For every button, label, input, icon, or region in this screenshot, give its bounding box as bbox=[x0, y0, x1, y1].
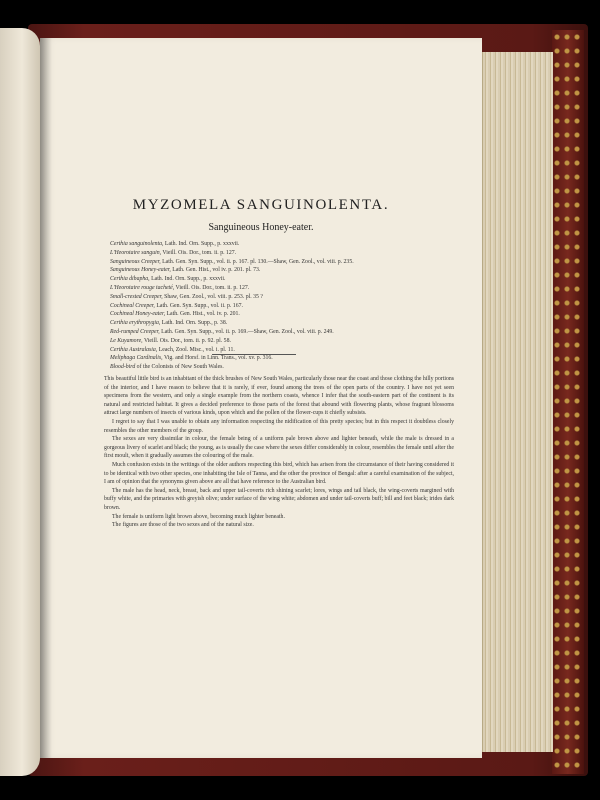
synonym-entry: Blood-bird of the Colonists of New South Wales. bbox=[110, 364, 224, 371]
gilt-cover-edge bbox=[552, 30, 584, 774]
body-text bbox=[104, 375, 454, 530]
body-paragraph: I regret to say that I was unable to obtain any information respecting the nidification of this pretty species; but in this respect it doubtless closely resembles the other members of the group. bbox=[104, 418, 454, 434]
synonym-entry: Certhia sanguinolenta, Lath. Ind. Orn. Supp., p. xxxvii. bbox=[110, 241, 240, 247]
synonym-entry: Meliphaga Cardinalis, Vig. and Horsf. in Linn. Trans., vol. xv. p. 316. bbox=[110, 355, 273, 362]
page-fore-edge bbox=[482, 52, 553, 752]
synonym-entry: L'Heorotaire sanguin, Vieill. Ois. Dor., tom. ii. p. 127. bbox=[110, 249, 237, 256]
synonym-entry: Le Kuyamore, Vieill. Ois. Dor., tom. ii. p. 92. pl. 58. bbox=[110, 337, 231, 344]
synonym-entry: Cochineal Creeper, Lath. Gen. Syn. Supp., vol. ii. p. 167. bbox=[110, 302, 243, 309]
page-title: MYZOMELA SANGUINOLENTA. bbox=[132, 197, 390, 213]
body-paragraph: The figures are those of the two sexes and of the natural size. bbox=[112, 522, 254, 529]
body-paragraph: The female is uniform light brown above, becoming much lighter beneath. bbox=[112, 513, 285, 520]
synonym-entry: Sanguineous Creeper, Lath. Gen. Syn. Supp., vol. ii. p. 167. pl. 130.—Shaw, Gen. Zool., vol. viii. p. 235. bbox=[110, 258, 354, 265]
synonym-entry: Red-rumped Creeper, Lath. Gen. Syn. Supp., vol. ii. p. 169.—Shaw, Gen. Zool., vol. viii. p. 249. bbox=[110, 328, 334, 335]
section-divider bbox=[212, 354, 296, 355]
page-gutter-shadow bbox=[40, 38, 52, 758]
synonym-entry: Certhia erythropygia, Lath. Ind. Orn. Supp., p. 38. bbox=[110, 320, 228, 327]
left-page-edge bbox=[0, 28, 40, 776]
synonym-entry: Certhia Australasia, Leach, Zool. Misc., vol. i. pl. 11. bbox=[110, 346, 235, 353]
synonym-entry: Certhia dibapha, Lath. Ind. Orn. Supp., p. xxxvii. bbox=[110, 276, 226, 283]
synonym-entry: Small-crested Creeper, Shaw, Gen. Zool., vol. viii. p. 253. pl. 35 ? bbox=[110, 293, 263, 300]
synonym-entry: Sanguineous Honey-eater, Lath. Gen. Hist., vol iv. p. 201. pl. 73. bbox=[110, 267, 261, 274]
synonym-list bbox=[110, 240, 450, 372]
page-subtitle: Sanguineous Honey-eater. bbox=[208, 222, 314, 233]
synonym-entry: L'Heorotaire rouge tacheté, Vieill. Ois. Dor., tom. ii. p. 127. bbox=[110, 284, 250, 291]
synonym-entry: Cochineal Honey-eater, Lath. Gen. Hist., vol. iv. p. 201. bbox=[110, 311, 240, 318]
body-paragraph: The sexes are very dissimilar in colour, the female being of a uniform pale brown above and lighter beneath, while the male is dressed in a gorgeous livery of scarlet and black; the young, as is usually the case where the sexes differ considerably in colour, resembles the female until after the first moult, when it gradually assumes the colouring of the male. bbox=[104, 436, 454, 460]
body-paragraph: This beautiful little bird is an inhabitant of the thick brushes of New South Wales, particularly those near the coast and those clothing the hilly portions of the interior, and I have reason to believe that it is rarely, if ever, found among the trees of the open parts of the country. I have not yet seen specimens from the western, and only a single example from the northern coasts, whence I infer that the south-eastern part of the continent is its natural and restricted habitat. It gives a decided preference to those parts of the forest that abound with flowering plants, whose fragrant blossoms attract large numbers of insects of various kinds, upon which and the pollen of the flower-cups it chiefly subsists. bbox=[104, 376, 454, 417]
body-paragraph: Much confusion exists in the writings of the older authors respecting this bird, which has arisen from the circumstance of their having considered it to be identical with two other species, one inhabiting the Isle of Tanna, and the other the province of Bengal: after a careful examination of the subject, I am of opinion that the synonyms given above are all that have reference to the Australian bird. bbox=[104, 461, 454, 486]
body-paragraph: The male has the head, neck, breast, back and upper tail-coverts rich shining scarlet; lores, wings and tail black, the wing-coverts margined with buffy white, and the primaries with greyish olive; under surface of the wing white; abdomen and under tail-coverts buff; bill and feet black; irides dark brown. bbox=[104, 487, 454, 511]
